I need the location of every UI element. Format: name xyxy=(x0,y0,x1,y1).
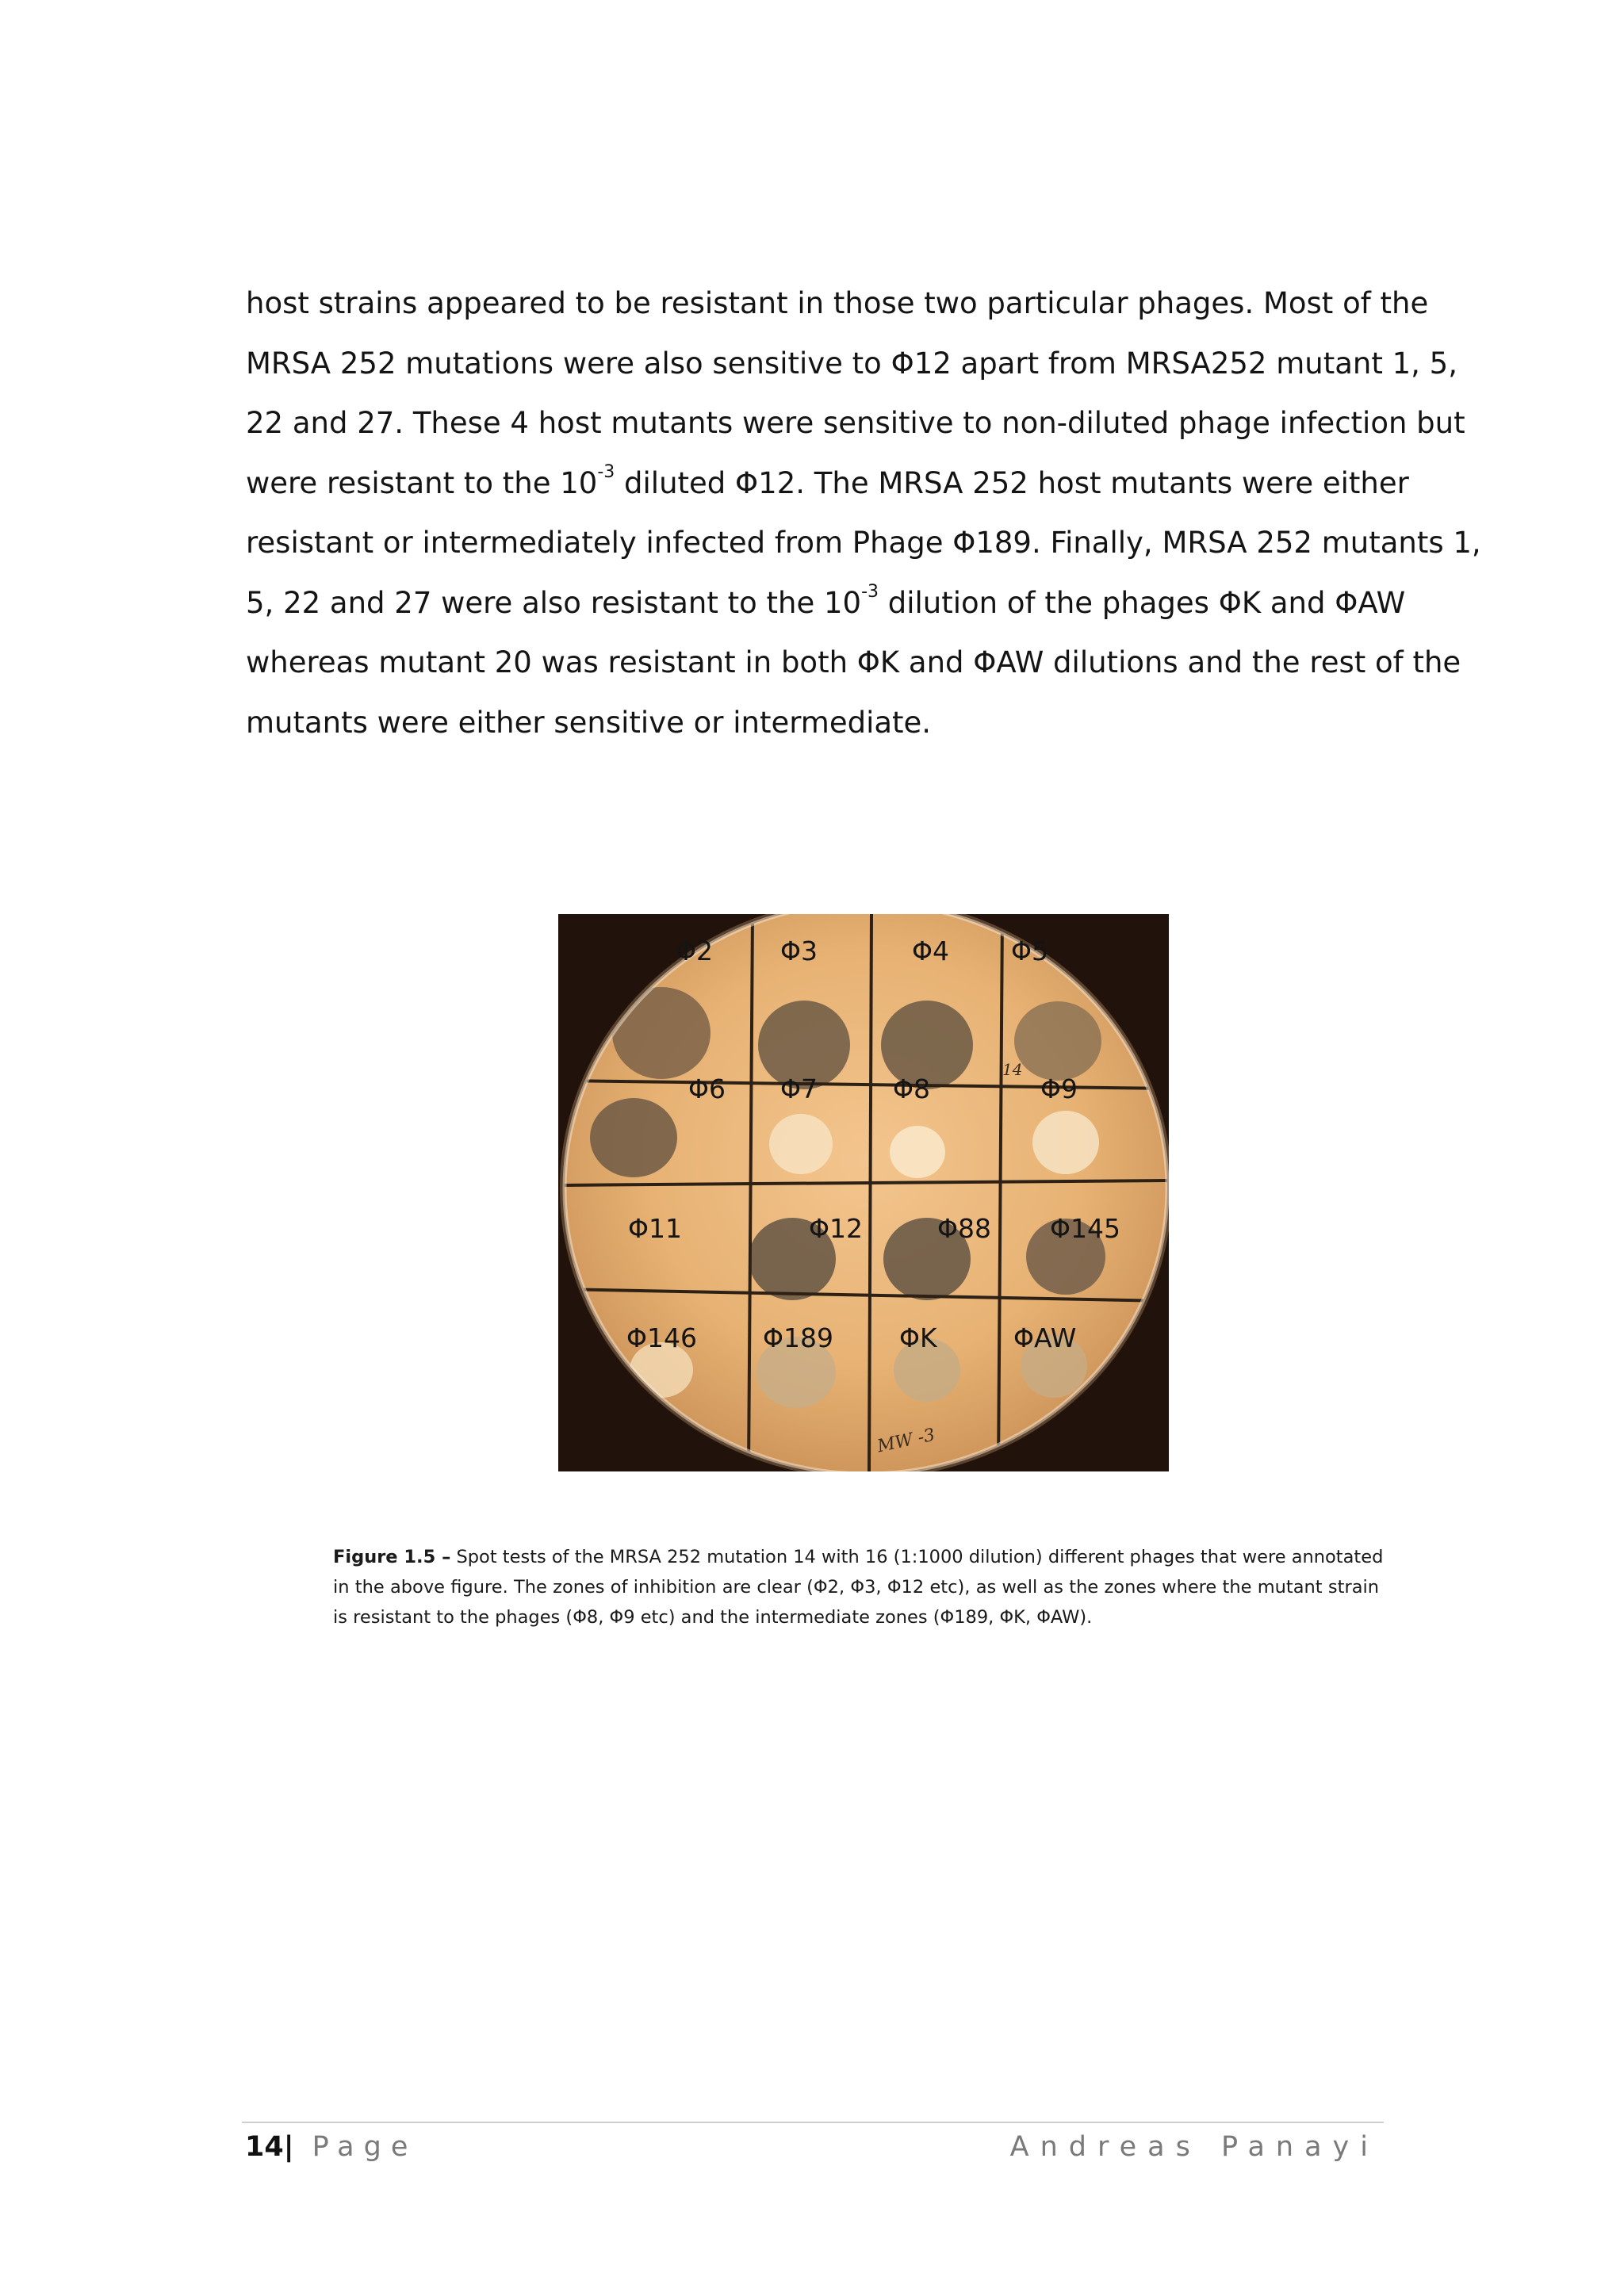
body-line xyxy=(246,573,1406,633)
petri-dish-illustration xyxy=(558,914,1169,1471)
footer-divider xyxy=(242,2122,1384,2123)
body-text-fragment: diluted Φ12. The MRSA 252 host mutants were either xyxy=(615,465,1409,500)
page-number: 14 xyxy=(245,2131,284,2163)
body-text-fragment: 5, 22 and 27 were also resistant to the 10 xyxy=(246,585,862,620)
handwritten-note: MW -3 xyxy=(875,1425,937,1457)
body-line: 22 and 27. These 4 host mutants were sensitive to non-diluted phage infection but xyxy=(246,406,1465,440)
superscript-exponent: -3 xyxy=(597,462,615,483)
phage-label: Φ3 xyxy=(780,936,818,966)
caption-text: Spot tests of the MRSA 252 mutation 14 with 16 (1:1000 dilution) different phages that were annotated xyxy=(450,1547,1384,1567)
phage-label: Φ9 xyxy=(1040,1073,1078,1104)
figure-number: Figure 1.5 – xyxy=(333,1547,451,1567)
phage-label: Φ4 xyxy=(912,936,949,966)
caption-line: is resistant to the phages (Φ8, Φ9 etc) and the intermediate zones (Φ189, ΦK, ΦAW). xyxy=(333,1607,1093,1628)
figure-caption xyxy=(333,1542,1384,1632)
phage-label: Φ12 xyxy=(809,1213,863,1244)
footer-separator: | xyxy=(283,2131,294,2163)
body-line: resistant or intermediately infected from Phage Φ189. Finally, MRSA 252 mutants 1, xyxy=(246,526,1481,560)
body-line: MRSA 252 mutations were also sensitive to Φ12 apart from MRSA252 mutant 1, 5, xyxy=(246,346,1457,381)
page-footer-left xyxy=(245,2131,417,2163)
phage-label: ΦK xyxy=(899,1322,937,1353)
body-text-fragment: were resistant to the 10 xyxy=(246,465,598,500)
phage-label: ΦAW xyxy=(1013,1322,1077,1353)
body-line: whereas mutant 20 was resistant in both ΦK and ΦAW dilutions and the rest of the xyxy=(246,645,1461,679)
phage-label: Φ8 xyxy=(893,1073,930,1104)
phage-label: Φ146 xyxy=(626,1322,697,1353)
phage-label: Φ11 xyxy=(628,1213,682,1244)
author-name: Andreas Panayi xyxy=(1009,2131,1379,2163)
phage-label: Φ7 xyxy=(780,1073,818,1104)
caption-line xyxy=(333,1542,1384,1572)
phage-label: Φ88 xyxy=(937,1213,991,1244)
caption-line: in the above figure. The zones of inhibition are clear (Φ2, Φ3, Φ12 etc), as well as the zones where the mutant strain xyxy=(333,1577,1379,1598)
body-line: host strains appeared to be resistant in those two particular phages. Most of the xyxy=(246,286,1429,320)
page-word: Page xyxy=(293,2131,418,2163)
phage-label: Φ189 xyxy=(763,1322,833,1353)
phage-label: Φ5 xyxy=(1011,936,1048,966)
phage-label: Φ145 xyxy=(1050,1213,1120,1244)
body-paragraph xyxy=(246,274,1481,752)
petri-dish-photo xyxy=(558,914,1169,1471)
phage-label: Φ6 xyxy=(688,1073,726,1104)
body-line xyxy=(246,453,1409,514)
body-text-fragment: dilution of the phages ΦK and ΦAW xyxy=(879,585,1406,620)
phage-label: Φ2 xyxy=(676,936,713,966)
handwritten-note: 14 xyxy=(1002,1060,1023,1079)
body-line: mutants were either sensitive or intermediate. xyxy=(246,705,932,740)
superscript-exponent: -3 xyxy=(861,582,879,603)
